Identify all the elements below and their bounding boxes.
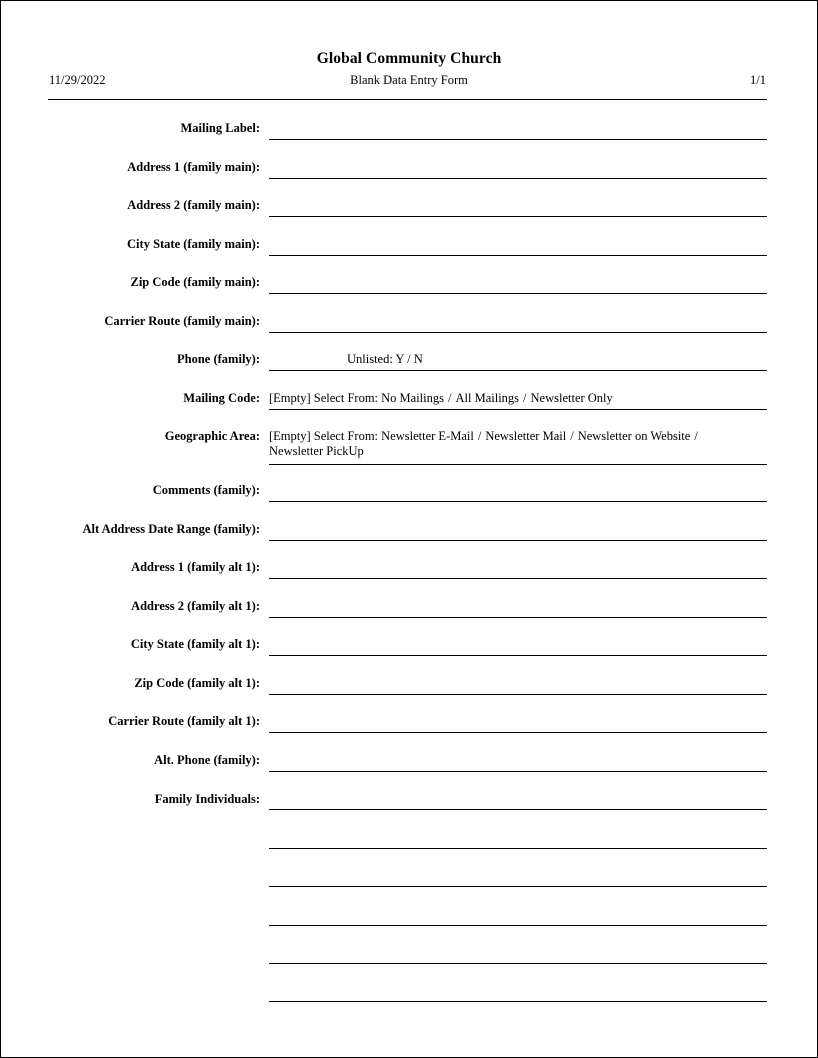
mailing-code-label: Mailing Code: [183, 391, 260, 405]
address2-main-line[interactable] [269, 216, 767, 217]
city-state-main-line[interactable] [269, 255, 767, 256]
carrier-route-alt-label: Carrier Route (family alt 1): [108, 714, 260, 728]
zip-main-label: Zip Code (family main): [130, 275, 260, 289]
alt-address-date-range-label: Alt Address Date Range (family): [82, 522, 260, 536]
city-state-alt-label: City State (family alt 1): [130, 637, 260, 651]
mailing-label-label: Mailing Label: [180, 121, 260, 135]
address2-main-label: Address 2 (family main): [127, 198, 260, 212]
mailing-code-prefix: [Empty] Select From: [269, 391, 379, 405]
alt-address-date-range-line[interactable] [269, 540, 767, 541]
separator: / [448, 391, 452, 405]
carrier-route-main-line[interactable] [269, 332, 767, 333]
separator: / [523, 391, 527, 405]
alt-phone-line[interactable] [269, 771, 767, 772]
mailing-code-options [269, 391, 749, 406]
geographic-area-option: Newsletter Mail [485, 429, 567, 443]
report-date: 11/29/2022 [49, 73, 106, 87]
comments-line[interactable] [269, 501, 767, 502]
separator: / [694, 429, 698, 443]
mailing-label-line[interactable] [269, 139, 767, 140]
report-subtitle: Blank Data Entry Form [350, 73, 468, 87]
family-individuals-line[interactable] [269, 963, 767, 964]
address2-alt-line[interactable] [269, 617, 767, 618]
phone-label: Phone (family): [177, 352, 260, 366]
address1-main-line[interactable] [269, 178, 767, 179]
family-individuals-label: Family Individuals: [154, 792, 260, 806]
geographic-area-options [269, 429, 749, 459]
alt-phone-label: Alt. Phone (family): [154, 753, 260, 767]
zip-main-line[interactable] [269, 293, 767, 294]
carrier-route-alt-line[interactable] [269, 732, 767, 733]
family-individuals-line[interactable] [269, 1001, 767, 1002]
city-state-main-label: City State (family main): [127, 237, 260, 251]
mailing-code-option: All Mailings [455, 391, 520, 405]
mailing-code-option: Newsletter Only [530, 391, 613, 405]
address1-alt-line[interactable] [269, 578, 767, 579]
geographic-area-label: Geographic Area: [164, 429, 260, 443]
carrier-route-main-label: Carrier Route (family main): [104, 314, 260, 328]
mailing-code-option: No Mailings [381, 391, 444, 405]
family-individuals-line[interactable] [269, 886, 767, 887]
mailing-code-line[interactable] [269, 409, 767, 410]
geographic-area-option: Newsletter PickUp [269, 444, 364, 458]
separator: / [477, 429, 482, 443]
comments-label: Comments (family): [152, 483, 260, 497]
geographic-area-option: Newsletter E-Mail [381, 429, 474, 443]
phone-line[interactable] [269, 370, 767, 371]
city-state-alt-line[interactable] [269, 655, 767, 656]
address1-main-label: Address 1 (family main): [127, 160, 260, 174]
family-individuals-line[interactable] [269, 848, 767, 849]
header-divider [48, 99, 767, 100]
geographic-area-option: Newsletter on Website [577, 429, 691, 443]
family-individuals-line[interactable] [269, 925, 767, 926]
separator: / [570, 429, 574, 443]
zip-alt-label: Zip Code (family alt 1): [134, 676, 260, 690]
organization-title: Global Community Church [316, 50, 502, 67]
geographic-area-line[interactable] [269, 464, 767, 465]
family-individuals-line[interactable] [269, 809, 767, 810]
address1-alt-label: Address 1 (family alt 1): [131, 560, 260, 574]
geographic-area-prefix: [Empty] Select From: [269, 429, 379, 443]
phone-unlisted-option: Unlisted: Y / N [347, 352, 423, 366]
zip-alt-line[interactable] [269, 694, 767, 695]
page-number: 1/1 [750, 73, 766, 87]
address2-alt-label: Address 2 (family alt 1): [131, 599, 260, 613]
